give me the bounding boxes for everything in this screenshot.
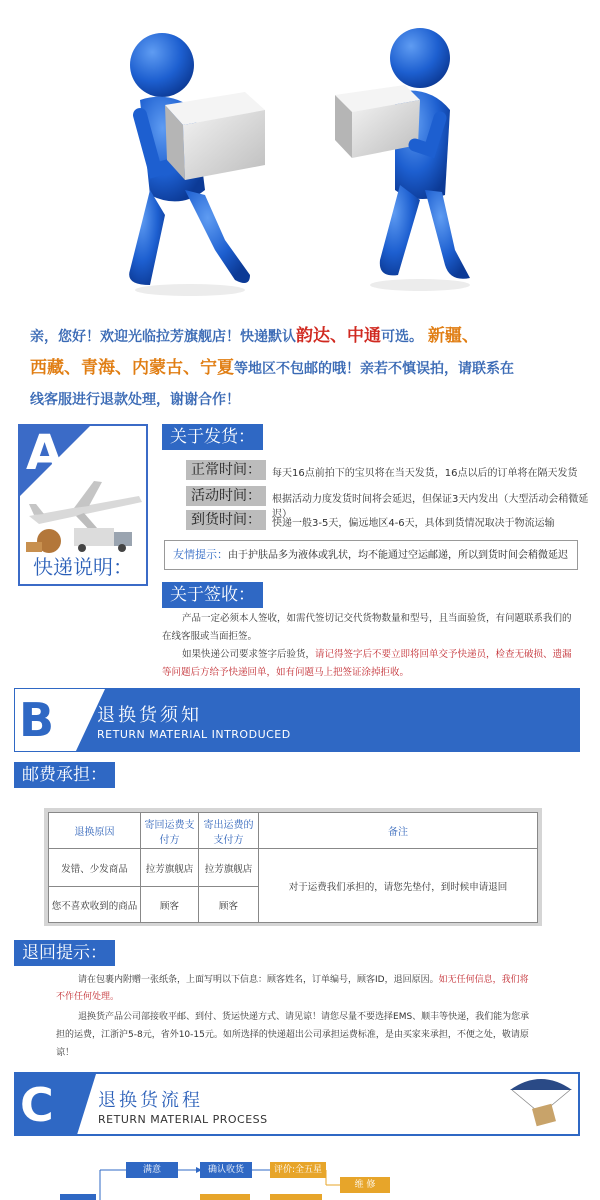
flow-step-repair: 维 修 — [340, 1177, 390, 1193]
shipping-section-badge — [18, 424, 148, 586]
intro-line-2: 西藏、青海、内蒙古、宁夏等地区不包邮的哦！亲若不慎误拍，请联系在 — [30, 358, 514, 378]
airplane-truck-icon — [24, 466, 144, 554]
sign-paragraph-1: 产品一定必须本人签收，如需代签切记交代货物数量和型号，且当面验货，有问题联系我们的 在线客服或当面拒签。 — [162, 613, 572, 642]
intro-line-1: 亲，您好！欢迎光临拉芳旗舰店！快递默认韵达、中通可选。 新疆、 — [30, 326, 479, 346]
return-tip-title: 退回提示： — [14, 940, 115, 966]
flow-step-satisfied: 满意 — [126, 1162, 178, 1178]
section-letter-c: C — [20, 1078, 54, 1132]
row-tag-normal: 正常时间： — [186, 460, 266, 480]
table-cell: 顾客 — [141, 887, 199, 923]
left-figure — [129, 33, 265, 285]
col-header-out: 寄出运费的支付方 — [199, 813, 259, 849]
row-text-normal: 每天16点前拍下的宝贝将在当天发货，16点以后的订单将在隔天发货 — [272, 468, 578, 479]
hero-illustration — [0, 0, 600, 310]
delivery-figures-illustration — [0, 0, 600, 310]
return-process-banner — [14, 1072, 580, 1136]
banner-subtitle: RETURN MATERIAL PROCESS — [98, 1113, 268, 1126]
table-cell: 您不喜欢收到的商品 — [49, 887, 141, 923]
banner-subtitle: RETURN MATERIAL INTRODUCED — [97, 728, 291, 741]
section-letter-b: B — [19, 693, 55, 747]
postage-title: 邮费承担： — [14, 762, 115, 788]
flow-step-confirm: 确认收货 — [200, 1162, 252, 1178]
tip-label: 友情提示： — [173, 548, 228, 561]
return-paragraph-2: 退换货产品公司部接收平邮、到付、货运快递方式、请见谅！请您尽量不要选择EMS、顺丰等快递，我们能为您承 担的运费，江浙沪5-8元，省外10-15元。如所选择的快递超出公司承担运费标准，是由买家来承担，不便之处，敬请原 谅！ — [56, 1012, 530, 1058]
section-label: 快递说明： — [33, 555, 133, 579]
row-tag-event: 活动时间： — [186, 486, 266, 506]
row-text-arrival: 快递一般3-5天，偏远地区4-6天，具体到货情况取决于物流运输 — [272, 518, 555, 529]
row-tag-arrival: 到货时间： — [186, 510, 266, 530]
sign-paragraph-2: 如果快递公司要求签字后验货，请记得签字后不要立即将回单交予快递员，检查无破损、遗漏 等问题后方给予快递回单，如有问题马上把签证涂掉拒收。 — [162, 649, 572, 678]
banner-title: 退换货须知 — [97, 705, 202, 726]
return-paragraph-1: 请在包裹内附赠一张纸条，上面写明以下信息：顾客姓名，订单编号，顾客ID，退回原因。如无任何信息，我们将 不作任何处理。 — [56, 975, 529, 1002]
table-cell: 顾客 — [199, 887, 259, 923]
table-remark: 对于运费我们承担的，请您先垫付，到时候申请退回 — [259, 849, 538, 923]
sign-title: 关于签收： — [162, 582, 263, 608]
col-header-back: 寄回运费支付方 — [141, 813, 199, 849]
return-notice-banner — [14, 688, 580, 752]
intro-line-3: 线客服进行退款处理，谢谢合作！ — [30, 392, 240, 408]
flow-step-review: 评价:全五星 — [270, 1162, 326, 1178]
col-header-remark: 备注 — [259, 813, 538, 849]
parachute-box-icon — [506, 1076, 576, 1134]
table-cell: 拉芳旗舰店 — [199, 849, 259, 887]
col-header-reason: 退换原因 — [49, 813, 141, 849]
tip-text: 由于护肤品多为液体或乳状，均不能通过空运邮递，所以到货时间会稍微延迟 — [228, 550, 568, 561]
postage-table-wrap — [44, 808, 542, 926]
row-text-event: 根据活动力度发货时间将会延迟，但保证3天内发出（大型活动会稍微延迟） — [272, 494, 589, 520]
banner-title: 退换货流程 — [98, 1090, 203, 1111]
table-cell: 拉芳旗舰店 — [141, 849, 199, 887]
right-figure — [335, 28, 470, 279]
postage-table — [48, 812, 538, 923]
table-cell: 发错、少发商品 — [49, 849, 141, 887]
friendly-tip-box — [164, 540, 578, 570]
section-letter-a: A — [26, 425, 64, 481]
shipping-title: 关于发货： — [162, 424, 263, 450]
